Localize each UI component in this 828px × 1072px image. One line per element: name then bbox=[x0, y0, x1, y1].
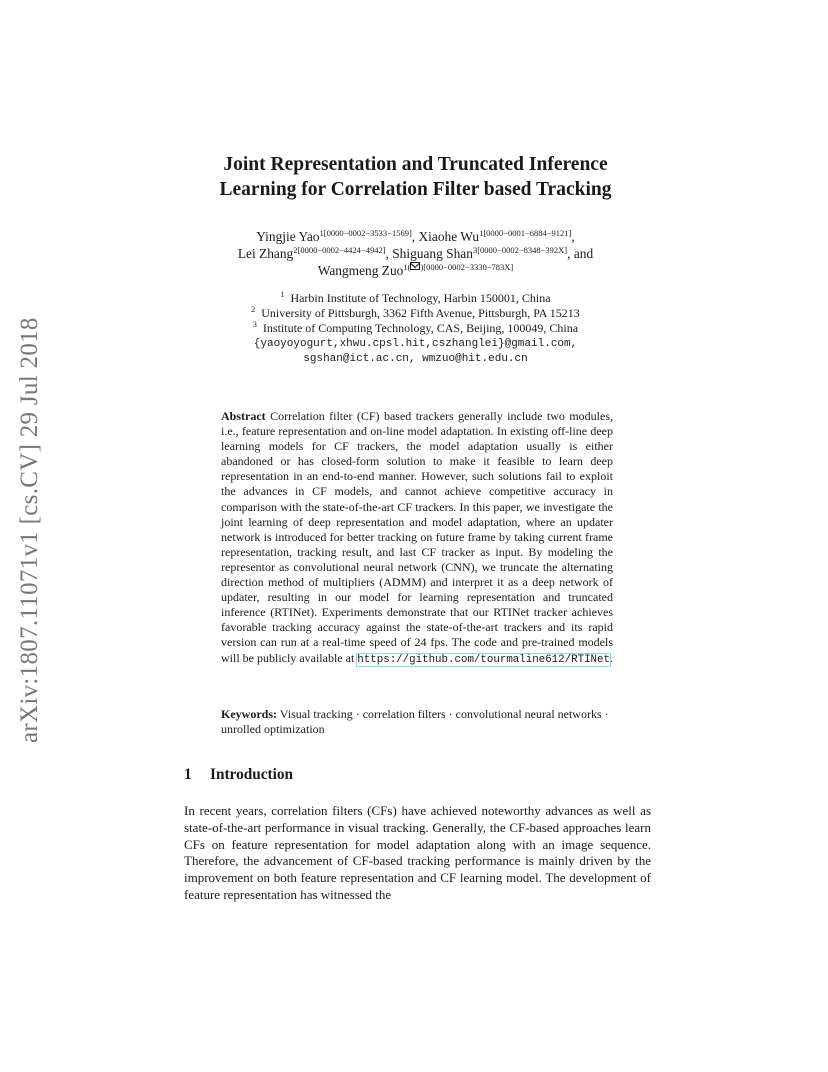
email-line: sgshan@ict.ac.cn, wmzuo@hit.edu.cn bbox=[303, 352, 528, 365]
section-number: 1 bbox=[184, 766, 192, 783]
affiliation-number: 2 bbox=[251, 305, 256, 315]
envelope-icon bbox=[410, 262, 420, 270]
author-list: Yingjie Yao$^{1[0000-0002-3533-1569]}$, Xiaohe $Wu^{1[0000-0001-6884-9121]}$, Lei Zhang$^{2[0000-0002-4424-4942]}$, Shiguang Shan$^{3[0000-0002-8348-392X]}$, and Wangmeng Zuo$^{1( )[0000-0002-3330-783X]}$ bbox=[237, 228, 594, 278]
affiliation-block bbox=[150, 291, 681, 367]
author-affil-orcid: 1[0000−0001−6884−9121] bbox=[479, 228, 572, 238]
section-heading bbox=[184, 766, 293, 784]
arxiv-identifier-stamp: arXiv:1807.11071v1 [cs.CV] 29 Jul 2018 bbox=[16, 317, 43, 743]
abstract bbox=[221, 409, 613, 668]
code-link[interactable]: https://github.com/tourmaline612/RTINet bbox=[357, 653, 610, 666]
affiliation-text: Institute of Computing Technology, CAS, Beijing, 100049, China bbox=[262, 321, 579, 336]
email-line: {yaoyoyogurt,xhwu.cpsl.hit,cszhanglei}@gmail.com, bbox=[253, 337, 578, 350]
affiliation-line bbox=[150, 306, 681, 321]
author-conjunction: , and bbox=[567, 246, 594, 261]
author-affil-orcid bbox=[403, 262, 513, 272]
affiliation-number: 1 bbox=[280, 290, 285, 299]
abstract-end: . bbox=[610, 650, 613, 665]
section-title: Introduction bbox=[210, 766, 294, 783]
title-line-2: Learning for Correlation Filter based Tracking bbox=[219, 179, 612, 200]
affiliation-line bbox=[150, 291, 681, 306]
abstract-text: Correlation filter (CF) based trackers generally include two modules, i.e., feature representation and on-line model adaptation. In existing off-line deep learning models for CF trackers, the model adaptation usually is either abandoned or has closed-form solution to make it feasible to learn deep representation in an end-to-end manner. However, such solutions fail to exploit the advances in CF models, and cannot achieve competitive accuracy in comparison with the state-of-the-art CF trackers. In this paper, we investigate the joint learning of deep representation and model adaptation, where an updater network is introduced for better tracking on future frame by taking current frame representation, tracking result, and last CF tracker as input. By modeling the representor as convolutional neural network (CNN), we truncate the alternating direction method of multipliers (ADMM) and interpret it as a deep network of updater, resulting in our model for learning representation and truncated inference (RTINet). Experiments demonstrate that our RTINet tracker achieves favorable tracking accuracy against the state-of-the-art trackers and its rapid version can run at a real-time speed of 24 fps. The code and pre-trained models will be publicly available at bbox=[221, 409, 613, 665]
author-affil-orcid: 2[0000−0002−4424−4942] bbox=[293, 245, 386, 255]
paper-title bbox=[150, 152, 681, 202]
abstract-label: Abstract bbox=[221, 409, 266, 423]
author-name: Xiaohe Wu bbox=[418, 229, 480, 244]
affiliation-text: Harbin Institute of Technology, Harbin 150001, China bbox=[290, 291, 551, 305]
affiliation-text: University of Pittsburgh, 3362 Fifth Avenue, Pittsburgh, PA 15213 bbox=[261, 306, 580, 321]
affiliation-number: 3 bbox=[252, 320, 257, 330]
author-name: Yingjie Yao bbox=[256, 229, 320, 244]
keywords-text: Visual tracking · correlation filters · convolutional neural networks · unrolled optimization bbox=[221, 707, 609, 737]
author-affil-orcid: 1[0000−0002−3533−1569] bbox=[319, 228, 412, 238]
author-name: Wangmeng Zuo bbox=[317, 263, 404, 278]
keywords-label: Keywords: bbox=[221, 707, 277, 721]
title-line-1: Joint Representation and Truncated Inference bbox=[223, 154, 608, 175]
author-affil-orcid: 3[0000−0002−8348−392X] bbox=[472, 245, 568, 255]
sup-suffix: )[0000−0002−3330−783X] bbox=[420, 262, 514, 272]
author-name: Shiguang Shan bbox=[392, 246, 473, 261]
keywords bbox=[221, 707, 613, 737]
sup-prefix: 1( bbox=[403, 262, 411, 272]
intro-paragraph: In recent years, correlation filters (CFs) have achieved noteworthy advances as well as state-of-the-art performance in visual tracking. Generally, the CF-based approaches learn CFs on feature representation for model adaptation along with an image sequence. Therefore, the advancement of CF-based tracking performance is mainly driven by the improvement on both feature representation and CF learning model. The development of feature representation has witnessed the bbox=[184, 803, 651, 902]
author-name: Lei Zhang bbox=[237, 246, 294, 261]
affiliation-line bbox=[150, 321, 681, 336]
